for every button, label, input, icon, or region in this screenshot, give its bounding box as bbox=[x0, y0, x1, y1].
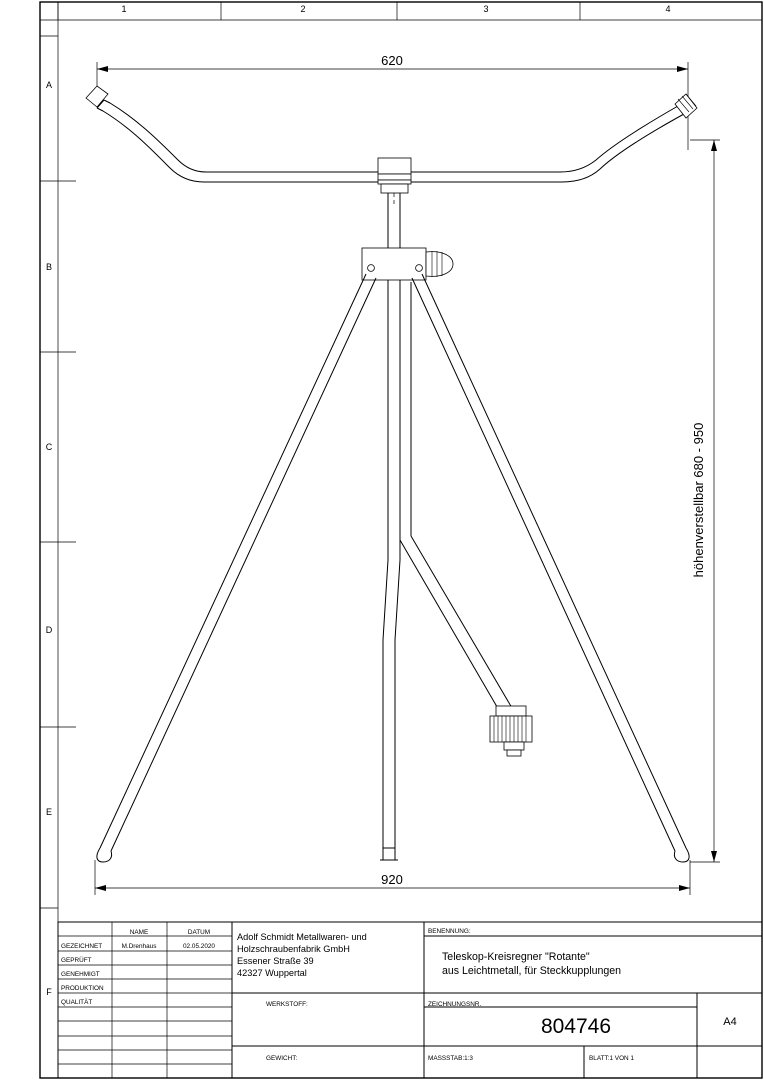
clamp-knob-body bbox=[426, 252, 453, 277]
collar-pivot-left bbox=[368, 265, 375, 272]
zone-col-label-1: 1 bbox=[121, 4, 127, 14]
dim-arrow-right-top bbox=[677, 66, 688, 72]
right-spray-arm bbox=[411, 94, 697, 182]
product-drawing-sprinkler bbox=[86, 86, 697, 862]
mast-taper-right bbox=[395, 560, 400, 640]
tb-row-label-0: GEZEICHNET bbox=[61, 943, 103, 950]
tb-company-line-3: 42327 Wuppertal bbox=[237, 968, 307, 978]
tripod-leg-left bbox=[97, 274, 376, 862]
right-nozzle-body bbox=[675, 94, 697, 118]
rotor-ring-2 bbox=[378, 180, 411, 184]
rotor-top-body bbox=[378, 158, 411, 174]
tb-zeichnungsnr-label: ZEICHNUNGSNR. bbox=[428, 1001, 482, 1008]
tb-company-line-1: Holzschraubenfabrik GmbH bbox=[237, 944, 350, 954]
tb-row-label-2: GENEHMIGT bbox=[61, 971, 100, 978]
right-nozzle bbox=[675, 94, 697, 118]
dim-arrow-left-bottom bbox=[95, 885, 106, 891]
tb-blatt-label: BLATT:1 VON 1 bbox=[589, 1055, 634, 1062]
rotor-head bbox=[378, 158, 411, 205]
tb-row-label-1: GEPRÜFT bbox=[61, 957, 92, 964]
collar-pivot-right bbox=[416, 265, 423, 272]
tb-row-datum-0: 02.05.2020 bbox=[183, 943, 215, 950]
rotor-ring-1 bbox=[378, 174, 411, 180]
left-arm-outer bbox=[104, 100, 378, 172]
tb-massstab-label: MASSSTAB:1:3 bbox=[428, 1055, 473, 1062]
dimension-height-adjustable bbox=[690, 140, 720, 862]
clamp-knob bbox=[426, 251, 453, 277]
dim-text-bottom-width: 920 bbox=[381, 872, 403, 887]
leg-rear-right-lower bbox=[400, 540, 500, 712]
tripod-leg-right bbox=[412, 274, 689, 862]
tripod-leg-rear bbox=[400, 280, 512, 712]
leg-right-outer bbox=[422, 274, 686, 848]
zone-row-label-C: C bbox=[45, 442, 53, 452]
title-block bbox=[58, 922, 762, 1078]
tb-werkstoff-label: WERKSTOFF: bbox=[266, 1001, 308, 1008]
tb-format-label: A4 bbox=[723, 1016, 737, 1028]
dim-text-top-width: 620 bbox=[381, 53, 403, 68]
tripod-collar bbox=[362, 248, 453, 280]
rotor-base bbox=[381, 184, 408, 193]
left-nozzle-body bbox=[86, 86, 108, 107]
tb-row-name-0: M.Drenhaus bbox=[121, 943, 157, 950]
hose-quick-coupling bbox=[490, 706, 532, 756]
tb-gewicht-label: GEWICHT: bbox=[266, 1055, 298, 1062]
dimension-bottom-width bbox=[95, 860, 690, 895]
dimension-top-width bbox=[97, 53, 688, 150]
zone-row-label-E: E bbox=[45, 807, 53, 817]
dim-arrow-bottom-height bbox=[711, 851, 717, 862]
tb-header-datum: DATUM bbox=[187, 929, 211, 936]
tb-row-label-4: QUALITÄT bbox=[61, 999, 93, 1006]
title-block-border bbox=[58, 922, 762, 1078]
left-spray-arm bbox=[86, 86, 378, 182]
left-arm-inner bbox=[97, 108, 378, 182]
zone-row-label-A: A bbox=[45, 80, 53, 90]
left-nozzle bbox=[86, 86, 108, 107]
zone-col-label-3: 3 bbox=[483, 4, 489, 14]
leg-right-inner bbox=[412, 278, 675, 851]
leg-left-foot bbox=[97, 848, 112, 862]
mast-taper-left bbox=[383, 560, 388, 640]
leg-rear-left-lower bbox=[411, 536, 512, 708]
zone-row-label-B: B bbox=[45, 262, 53, 272]
coupling-nipple-1 bbox=[504, 742, 524, 750]
zone-col-label-4: 4 bbox=[665, 4, 671, 14]
collar-body bbox=[362, 248, 426, 280]
coupling-nipple-2 bbox=[507, 750, 521, 756]
tb-zeichnungsnr-value: 804746 bbox=[540, 1015, 612, 1038]
telescopic-mast bbox=[380, 193, 400, 860]
leg-left-inner bbox=[111, 278, 376, 851]
dim-arrow-left-top bbox=[97, 66, 108, 72]
tb-company-line-2: Essener Straße 39 bbox=[237, 956, 314, 966]
zone-row-label-D: D bbox=[45, 625, 53, 635]
tb-company-line-0: Adolf Schmidt Metallwaren- und bbox=[237, 932, 367, 942]
dim-arrow-top-height bbox=[711, 140, 717, 151]
tb-benennung-line-0: Teleskop-Kreisregner "Rotante" bbox=[442, 951, 590, 963]
dim-arrow-right-bottom bbox=[679, 885, 690, 891]
zone-col-label-2: 2 bbox=[300, 4, 306, 14]
tb-benennung-label: BENENNUNG: bbox=[428, 928, 471, 935]
tb-header-name: NAME bbox=[129, 929, 149, 936]
tb-row-label-3: PRODUKTION bbox=[61, 985, 104, 992]
right-arm-outer bbox=[411, 106, 678, 172]
tb-benennung-line-1: aus Leichtmetall, für Steckkupplungen bbox=[442, 965, 622, 977]
coupling-collar bbox=[496, 706, 526, 716]
dim-text-height-adjustable: höhenverstellbar 680 - 950 bbox=[691, 422, 706, 578]
zone-row-label-F: F bbox=[46, 987, 52, 997]
leg-left-outer bbox=[100, 274, 366, 848]
leg-right-foot bbox=[674, 848, 689, 862]
